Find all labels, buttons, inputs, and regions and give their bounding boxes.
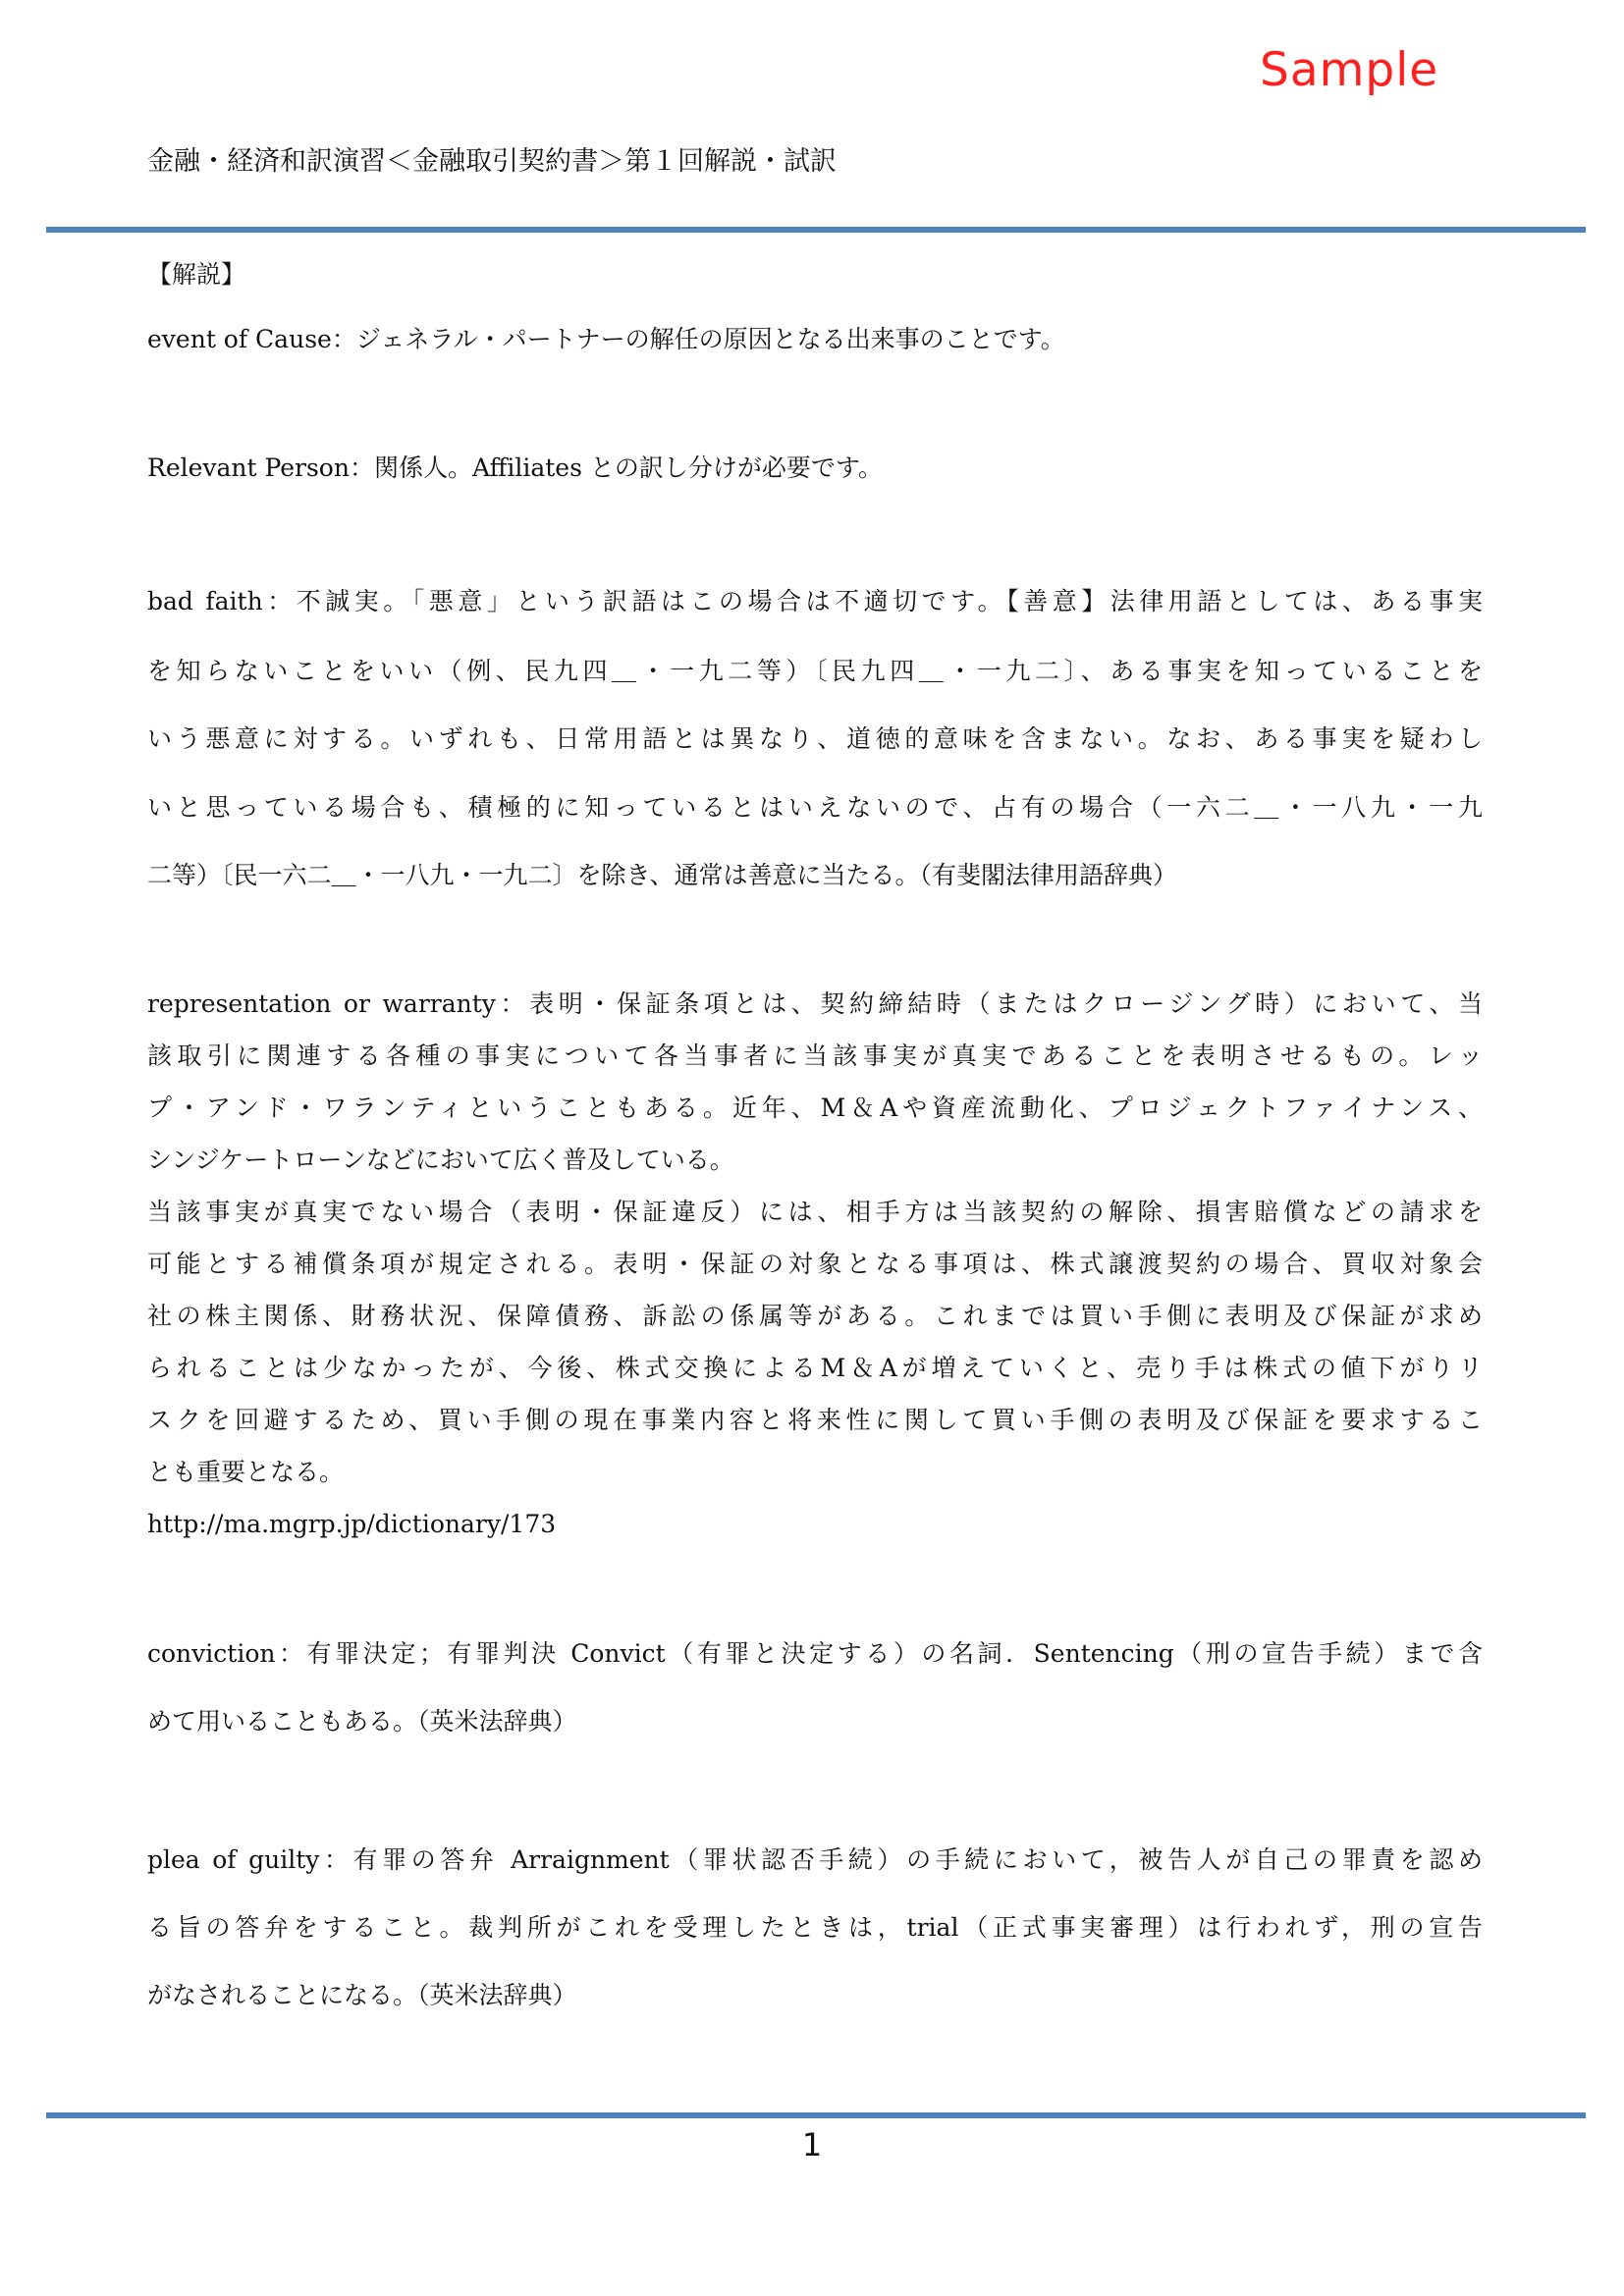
term-bad-faith-line: いと思っている場合も、積極的に知っているとはいえないので、占有の場合（一六二＿・一八九・一九 (147, 793, 1483, 822)
term-representation-line: 当該事実が真実でない場合（表明・保証違反）には、相手方は当該契約の解除、損害賠償などの請求を (147, 1198, 1483, 1226)
term-representation-line: プ・アンド・ワランティということもある。近年、M＆Aや資産流動化、プロジェクトファイナンス、 (147, 1094, 1483, 1122)
term-plea-of-guilty-line: る旨の答弁をすること。裁判所がこれを受理したときは，trial（正式事実審理）は行われず，刑の宣告 (147, 1913, 1483, 1942)
section-heading: 【解説】 (147, 260, 246, 289)
term-relevant-person: Relevant Person：関係人。Affiliates との訳し分けが必要です。 (147, 454, 883, 482)
term-representation-line: スクを回避するため、買い手側の現在事業内容と将来性に関して買い手側の表明及び保証を要求するこ (147, 1406, 1483, 1434)
term-bad-faith-line: bad faith：不誠実。「悪意」という訳語はこの場合は不適切です。【善意】法律用語としては、ある事実 (147, 587, 1483, 615)
term-representation-line: 社の株主関係、財務状況、保障債務、訴訟の係属等がある。これまでは買い手側に表明及び保証が求め (147, 1302, 1483, 1330)
term-plea-of-guilty-line: がなされることになる。（英米法辞典） (147, 1981, 577, 2009)
term-representation-line: シンジケートローンなどにおいて広く普及している。 (147, 1146, 734, 1174)
term-bad-faith-line: を知らないことをいい（例、民九四＿・一九二等）〔民九四＿・一九二〕、ある事実を知っていることを (147, 657, 1483, 685)
document-title: 金融・経済和訳演習＜金融取引契約書＞第１回解説・試訳 (147, 146, 837, 177)
term-representation-line: とも重要となる。 (147, 1458, 345, 1486)
term-conviction-line: conviction：有罪決定；有罪判決 Convict（有罪と決定する）の名詞．Sentencing（刑の宣告手続）まで含 (147, 1639, 1483, 1668)
term-plea-of-guilty-line: plea of guilty：有罪の答弁 Arraignment（罪状認否手続）の手続において，被告人が自己の罪責を認め (147, 1845, 1483, 1874)
term-bad-faith-line: 二等）〔民一六二＿・一八九・一九二〕を除き、通常は善意に当たる。（有斐閣法律用語辞典） (147, 861, 1178, 889)
term-representation-line: representation or warranty：表明・保証条項とは、契約締結時（またはクロージング時）において、当 (147, 989, 1483, 1018)
term-event-of-cause: event of Cause：ジェネラル・パートナーの解任の原因となる出来事のことです。 (147, 325, 1065, 353)
sample-watermark: Sample (1260, 43, 1439, 97)
term-conviction-line: めて用いることもある。（英米法辞典） (147, 1707, 577, 1735)
term-bad-faith-line: いう悪意に対する。いずれも、日常用語とは異なり、道徳的意味を含まない。なお、ある事実を疑わし (147, 724, 1483, 753)
term-representation-line: 該取引に関連する各種の事実について各当事者に当該事実が真実であることを表明させるもの。レッ (147, 1041, 1483, 1070)
footer-divider (46, 2112, 1586, 2118)
reference-url: http://ma.mgrp.jp/dictionary/173 (147, 1510, 557, 1538)
term-representation-line: られることは少なかったが、今後、株式交換によるM＆Aが増えていくと、売り手は株式の値下がりリ (147, 1354, 1483, 1382)
page-number: 1 (801, 2126, 823, 2163)
term-representation-line: 可能とする補償条項が規定される。表明・保証の対象となる事項は、株式譲渡契約の場合、買収対象会 (147, 1250, 1483, 1278)
header-divider (46, 227, 1586, 233)
